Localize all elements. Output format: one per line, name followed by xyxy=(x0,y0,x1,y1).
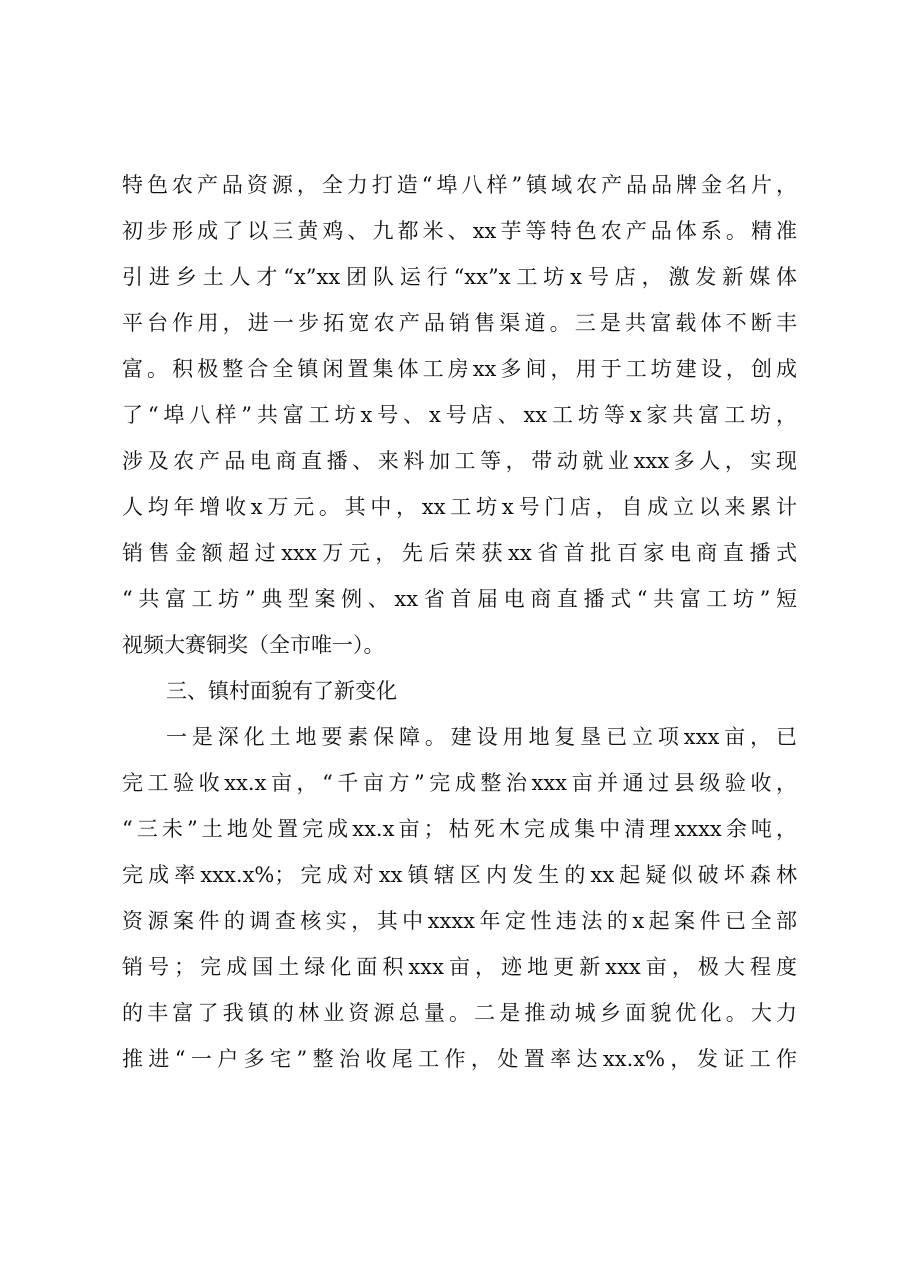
text-line: 的丰富了我镇的林业资源总量。二是推动城乡面貌优化。大力 xyxy=(122,1001,797,1025)
text-line: 引进乡土人才“x”xx团队运行“xx”x工坊x号店，激发新媒体 xyxy=(122,265,797,289)
text-line: 特色农产品资源，全力打造“埠八样”镇域农产品品牌金名片， xyxy=(122,173,797,197)
text-line: 一是深化土地要素保障。建设用地复垦已立项xxx亩，已 xyxy=(166,725,797,749)
text-line: 完工验收xx.x亩，“千亩方”完成整治xxx亩并通过县级验收， xyxy=(122,771,797,795)
text-line: “共富工坊”典型案例、xx省首届电商直播式“共富工坊”短 xyxy=(122,587,797,611)
text-line: 富。积极整合全镇闲置集体工房xx多间，用于工坊建设，创成 xyxy=(122,357,797,381)
section-heading: 三、镇村面貌有了新变化 xyxy=(166,679,397,703)
text-line: 平台作用，进一步拓宽农产品销售渠道。三是共富载体不断丰 xyxy=(122,311,797,335)
text-line: 完成率xxx.x%；完成对xx镇辖区内发生的xx起疑似破坏森林 xyxy=(122,863,797,887)
text-line: 了“埠八样”共富工坊x号、x号店、xx工坊等x家共富工坊， xyxy=(122,403,797,427)
text-line: 人均年增收x万元。其中，xx工坊x号门店，自成立以来累计 xyxy=(122,495,797,519)
text-line: 视频大赛铜奖（全市唯一）。 xyxy=(122,633,385,657)
paragraph-agri-products xyxy=(122,162,797,668)
text-line: 销售金额超过xxx万元，先后荣获xx省首批百家电商直播式 xyxy=(122,541,797,565)
text-line: 资源案件的调查核实，其中xxxx年定性违法的x起案件已全部 xyxy=(122,909,797,933)
paragraph-land-and-town xyxy=(122,714,797,1082)
document-body xyxy=(122,162,797,1082)
text-line: “三未”土地处置完成xx.x亩；枯死木完成集中清理xxxx余吨， xyxy=(122,817,797,841)
text-line: 销号；完成国土绿化面积xxx亩，迹地更新xxx亩，极大程度 xyxy=(122,955,797,979)
text-line: 涉及农产品电商直播、来料加工等，带动就业xxx多人，实现 xyxy=(122,449,797,473)
text-line: 推进“一户多宅”整治收尾工作，处置率达xx.x%，发证工作 xyxy=(122,1047,797,1071)
text-line: 初步形成了以三黄鸡、九都米、xx芋等特色农产品体系。精准 xyxy=(122,219,797,243)
